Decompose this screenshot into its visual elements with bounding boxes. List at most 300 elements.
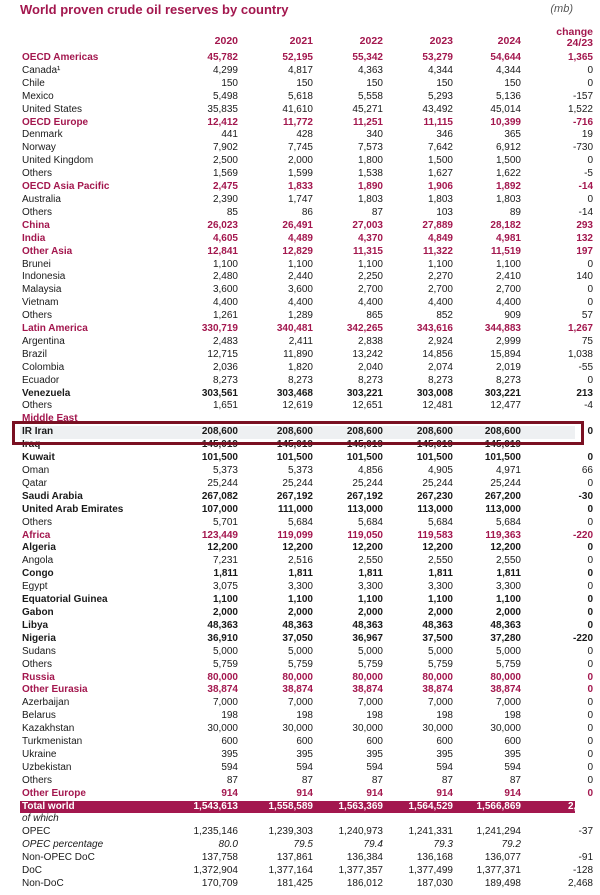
- row-label: Russia: [22, 671, 55, 683]
- cell-value: 37,050: [282, 632, 313, 644]
- cell-value: 395: [436, 748, 453, 760]
- table-row: [20, 335, 593, 349]
- cell-value: 11,315: [352, 245, 383, 257]
- row-label: Total world: [22, 800, 75, 812]
- cell-value: 5,684: [357, 516, 383, 528]
- cell-value: 87: [371, 206, 383, 218]
- cell-value: 208,600: [416, 426, 453, 438]
- cell-value: 5,000: [212, 645, 238, 657]
- cell-value: 87: [301, 774, 313, 786]
- cell-value: 344,883: [484, 323, 521, 335]
- table-row: [20, 374, 593, 388]
- row-label: of which: [22, 813, 59, 825]
- cell-value: 53,279: [422, 52, 453, 63]
- cell-change: -37: [578, 826, 593, 838]
- cell-value: 340,481: [276, 323, 313, 335]
- cell-value: 86: [301, 206, 313, 218]
- table-row: [20, 787, 593, 801]
- cell-value: 1,820: [287, 361, 313, 373]
- cell-value: 48,363: [352, 619, 383, 631]
- cell-change: 132: [576, 232, 593, 244]
- cell-change: 0: [587, 658, 593, 670]
- cell-value: 12,412: [207, 116, 238, 128]
- cell-change: 0: [587, 594, 593, 606]
- cell-value: 914: [504, 787, 521, 799]
- cell-value: 600: [296, 736, 313, 748]
- cell-value: 2,924: [427, 335, 453, 347]
- cell-value: 1,100: [212, 594, 238, 606]
- cell-value: 1,377,371: [476, 865, 521, 877]
- cell-value: 594: [221, 761, 238, 773]
- cell-value: 1,100: [287, 594, 313, 606]
- cell-value: 4,817: [287, 64, 313, 76]
- cell-value: 111,000: [277, 503, 313, 515]
- cell-value: 2,040: [357, 361, 383, 373]
- row-label: Ecuador: [22, 374, 60, 386]
- table-row: [20, 865, 593, 878]
- cell-value: 37,500: [422, 632, 453, 644]
- cell-value: 137,758: [201, 852, 238, 864]
- table-row: [20, 284, 593, 297]
- cell-value: 1,651: [212, 400, 238, 412]
- table-row: [20, 245, 593, 259]
- cell-value: 5,701: [212, 516, 238, 528]
- cell-change: 75: [581, 335, 593, 347]
- table-row: [20, 542, 593, 555]
- cell-value: 852: [436, 310, 453, 322]
- row-label: Ukraine: [22, 748, 57, 760]
- row-label: OPEC percentage: [22, 839, 104, 851]
- cell-value: 5,684: [427, 516, 453, 528]
- row-label: Non-DoC: [22, 878, 64, 889]
- cell-value: 1,627: [427, 168, 453, 180]
- cell-value: 1,906: [427, 181, 453, 193]
- cell-value: 5,373: [212, 465, 238, 476]
- cell-value: 5,373: [287, 465, 313, 476]
- cell-value: 48,363: [422, 619, 453, 631]
- cell-value: 7,000: [427, 697, 453, 709]
- cell-value: 909: [504, 310, 521, 322]
- cell-value: 5,498: [212, 90, 238, 102]
- cell-value: 38,874: [352, 684, 383, 696]
- row-label: Australia: [22, 193, 61, 205]
- cell-change: 0: [587, 787, 593, 799]
- cell-value: 303,468: [276, 387, 313, 399]
- row-label: Vietnam: [22, 297, 59, 309]
- cell-value: 1,241,331: [408, 826, 453, 838]
- cell-value: 594: [366, 761, 383, 773]
- cell-change: -220: [572, 529, 593, 541]
- cell-value: 103: [436, 206, 453, 218]
- column-header-2022: 2022: [359, 35, 383, 47]
- cell-change: 0: [587, 606, 593, 618]
- row-label: Other Europe: [22, 787, 86, 799]
- row-label: Brazil: [22, 348, 48, 360]
- row-label: India: [22, 232, 46, 244]
- cell-value: 87: [441, 774, 453, 786]
- cell-change: 0: [587, 645, 593, 657]
- cell-value: 2,250: [357, 271, 383, 283]
- cell-value: 5,759: [495, 658, 521, 670]
- cell-change: -14: [578, 206, 593, 218]
- column-header-change: [525, 27, 593, 49]
- row-label: United States: [22, 103, 83, 115]
- row-label: Colombia: [22, 361, 65, 373]
- table-row: [20, 671, 593, 685]
- cell-value: 45,782: [207, 52, 238, 63]
- cell-value: 1,811: [496, 568, 521, 580]
- cell-change: 0: [587, 477, 593, 489]
- row-label: OECD Americas: [22, 52, 99, 63]
- cell-value: 1,538: [357, 168, 383, 180]
- cell-change: 197: [576, 245, 593, 257]
- cell-value: 119,363: [485, 529, 521, 541]
- cell-value: 1,892: [495, 181, 521, 193]
- cell-value: 12,200: [207, 542, 238, 554]
- cell-value: 7,000: [287, 697, 313, 709]
- cell-value: 7,000: [212, 697, 238, 709]
- cell-value: 303,221: [484, 387, 521, 399]
- cell-value: 4,299: [212, 64, 238, 76]
- unit-label: (mb): [550, 3, 573, 15]
- cell-value: 30,000: [490, 723, 521, 735]
- cell-value: 267,192: [346, 490, 383, 502]
- cell-value: 7,231: [212, 555, 238, 567]
- cell-value: 107,000: [201, 503, 238, 515]
- cell-value: 4,400: [495, 297, 521, 309]
- cell-value: 5,000: [287, 645, 313, 657]
- cell-change: 0: [587, 581, 593, 593]
- cell-value: 150: [221, 77, 238, 89]
- table-row: [20, 400, 593, 413]
- cell-value: 137,861: [276, 852, 313, 864]
- cell-change: 57: [581, 310, 593, 322]
- table-row: [20, 697, 593, 710]
- cell-value: 27,003: [352, 219, 383, 231]
- cell-value: 8,273: [427, 374, 453, 386]
- cell-value: 4,971: [495, 465, 521, 476]
- row-label: Sudans: [22, 645, 56, 657]
- cell-value: 4,605: [212, 232, 238, 244]
- cell-value: 80,000: [282, 671, 313, 683]
- cell-change: -30: [578, 490, 593, 502]
- cell-value: 12,829: [282, 245, 313, 257]
- table-row: [20, 826, 593, 839]
- table-row: [20, 77, 593, 91]
- row-label: Kazakhstan: [22, 723, 75, 735]
- table-row: [20, 465, 593, 478]
- cell-change: -5: [584, 168, 593, 180]
- cell-value: 150: [436, 77, 453, 89]
- cell-value: 395: [366, 748, 383, 760]
- cell-change: 0: [587, 555, 593, 567]
- cell-value: 4,489: [287, 232, 313, 244]
- cell-value: 3,075: [212, 581, 238, 593]
- cell-value: 865: [366, 310, 383, 322]
- cell-change: 0: [587, 568, 593, 580]
- cell-value: 7,642: [427, 142, 453, 154]
- cell-value: 594: [296, 761, 313, 773]
- table-row: [20, 258, 593, 272]
- cell-value: 441: [221, 129, 238, 141]
- table-row: [20, 232, 593, 246]
- cell-value: 428: [296, 129, 313, 141]
- row-label: Egypt: [22, 581, 48, 593]
- cell-value: 27,889: [422, 219, 453, 231]
- cell-value: 15,894: [490, 348, 521, 360]
- cell-value: 35,835: [207, 103, 238, 115]
- table-row: [20, 142, 593, 155]
- table-row: [20, 581, 593, 594]
- cell-change: 213: [576, 387, 593, 399]
- row-label: Chile: [22, 77, 45, 89]
- table-row: [20, 323, 593, 336]
- cell-value: 1,377,164: [268, 865, 313, 877]
- cell-value: 145,019: [201, 439, 238, 451]
- table-row: [20, 103, 593, 117]
- cell-value: 8,273: [287, 374, 313, 386]
- cell-value: 38,874: [207, 684, 238, 696]
- cell-value: 11,115: [423, 116, 453, 128]
- table-row: [20, 206, 593, 220]
- change-header-line1: change: [556, 26, 593, 38]
- column-header-2020: 2020: [214, 35, 238, 47]
- cell-value: 3,600: [287, 284, 313, 296]
- cell-change: 1,038: [567, 348, 593, 360]
- cell-change: 0: [587, 774, 593, 786]
- cell-value: 330,719: [201, 323, 238, 335]
- cell-change: 293: [576, 219, 593, 231]
- cell-value: 1,289: [287, 310, 313, 322]
- table-row: [20, 52, 593, 65]
- cell-value: 1,800: [357, 155, 383, 167]
- row-label: Others: [22, 658, 53, 670]
- cell-change: 0: [587, 77, 593, 89]
- cell-value: 1,100: [495, 594, 521, 606]
- cell-change: 0: [587, 516, 593, 528]
- cell-value: 145,019: [416, 439, 453, 451]
- cell-change: 66: [581, 465, 593, 476]
- cell-value: 48,363: [282, 619, 313, 631]
- cell-value: 914: [436, 787, 453, 799]
- cell-change: 0: [587, 697, 593, 709]
- cell-change: 19: [581, 129, 593, 141]
- cell-value: 198: [221, 710, 238, 722]
- column-header-2023: 2023: [429, 35, 453, 47]
- row-label: Others: [22, 168, 53, 180]
- cell-value: 365: [504, 129, 521, 141]
- cell-change: -91: [578, 852, 593, 864]
- cell-value: 2,475: [212, 181, 238, 193]
- cell-value: 1,500: [427, 155, 453, 167]
- table-row: [20, 748, 593, 762]
- cell-value: 2,480: [212, 271, 238, 283]
- cell-change: 0: [587, 748, 593, 760]
- cell-value: 4,344: [427, 64, 453, 76]
- row-label: United Arab Emirates: [22, 503, 124, 515]
- cell-value: 36,910: [207, 632, 238, 644]
- cell-value: 11,251: [352, 116, 383, 128]
- cell-value: 7,000: [495, 697, 521, 709]
- cell-value: 52,195: [282, 52, 313, 63]
- cell-value: 1,558,589: [268, 800, 313, 812]
- cell-value: 6,912: [495, 142, 521, 154]
- cell-value: 914: [366, 787, 383, 799]
- cell-value: 12,477: [490, 400, 521, 412]
- cell-value: 113,000: [485, 503, 521, 515]
- cell-change: -4: [584, 400, 593, 412]
- row-label: Canada¹: [22, 64, 61, 76]
- row-label: Gabon: [22, 606, 54, 618]
- table-row: [20, 852, 593, 865]
- cell-value: 1,833: [287, 181, 313, 193]
- row-label: Azerbaijan: [22, 697, 70, 709]
- column-header-2021: 2021: [289, 35, 313, 47]
- cell-value: 340: [366, 129, 383, 141]
- cell-value: 7,573: [357, 142, 383, 154]
- cell-value: 12,481: [422, 400, 453, 412]
- row-label: Indonesia: [22, 271, 66, 283]
- table-row: [20, 800, 593, 814]
- cell-change: 1,365: [567, 52, 593, 63]
- cell-value: 136,168: [416, 852, 453, 864]
- cell-value: 1,811: [428, 568, 453, 580]
- cell-value: 4,905: [427, 465, 453, 476]
- table-row: [20, 774, 593, 788]
- cell-value: 13,242: [352, 348, 383, 360]
- cell-value: 267,192: [276, 490, 313, 502]
- cell-value: 8,273: [212, 374, 238, 386]
- row-label: Belarus: [22, 710, 56, 722]
- cell-value: 2,000: [287, 155, 313, 167]
- cell-value: 7,745: [287, 142, 313, 154]
- table-title: World proven crude oil reserves by country: [20, 2, 289, 17]
- cell-value: 87: [226, 774, 238, 786]
- cell-value: 37,280: [490, 632, 521, 644]
- cell-value: 1,377,499: [408, 865, 453, 877]
- table-row: [20, 116, 593, 130]
- table-row: [20, 490, 593, 504]
- table-row: [20, 503, 593, 517]
- cell-value: 48,363: [490, 619, 521, 631]
- row-label: Latin America: [22, 323, 88, 335]
- row-label: Middle East: [22, 413, 78, 425]
- cell-value: 1,599: [287, 168, 313, 180]
- cell-value: 80,000: [422, 671, 453, 683]
- table-row: [20, 90, 593, 104]
- cell-value: 187,030: [416, 878, 453, 889]
- cell-value: 1,372,904: [193, 865, 238, 877]
- cell-value: 395: [504, 748, 521, 760]
- cell-value: 4,981: [495, 232, 521, 244]
- row-label: Others: [22, 516, 53, 528]
- cell-value: 594: [504, 761, 521, 773]
- cell-value: 1,569: [212, 168, 238, 180]
- cell-value: 395: [296, 748, 313, 760]
- table-row: [20, 645, 593, 659]
- cell-value: 26,491: [282, 219, 313, 231]
- cell-change: -128: [572, 865, 593, 877]
- cell-value: 2,999: [495, 335, 521, 347]
- cell-value: 2,074: [427, 361, 453, 373]
- cell-value: 1,811: [358, 568, 383, 580]
- table-row: [20, 878, 593, 891]
- table-row: [20, 297, 593, 310]
- cell-value: 5,293: [427, 90, 453, 102]
- cell-value: 145,019: [276, 439, 313, 451]
- row-label: Uzbekistan: [22, 761, 72, 773]
- cell-value: 14,856: [422, 348, 453, 360]
- row-label: Nigeria: [22, 632, 56, 644]
- cell-value: 2,550: [427, 555, 453, 567]
- cell-value: 1,100: [287, 258, 313, 270]
- cell-value: 2,483: [212, 335, 238, 347]
- cell-value: 8,273: [357, 374, 383, 386]
- cell-value: 208,600: [484, 426, 521, 438]
- cell-value: 600: [504, 736, 521, 748]
- row-label: Others: [22, 206, 53, 218]
- cell-value: 85: [226, 206, 238, 218]
- row-label: OECD Asia Pacific: [22, 181, 110, 193]
- cell-change: -716: [572, 116, 593, 128]
- cell-value: 208,600: [276, 426, 313, 438]
- cell-value: 79.3: [433, 839, 453, 851]
- cell-change: 0: [587, 761, 593, 773]
- row-label: Turkmenistan: [22, 736, 83, 748]
- cell-value: 5,759: [287, 658, 313, 670]
- table-row: [20, 839, 575, 852]
- cell-value: 25,244: [282, 477, 313, 489]
- row-label: Qatar: [22, 477, 48, 489]
- cell-value: 4,856: [357, 465, 383, 476]
- cell-value: 2,838: [357, 335, 383, 347]
- cell-value: 4,370: [357, 232, 383, 244]
- cell-value: 1,564,529: [408, 800, 453, 812]
- cell-value: 136,077: [484, 852, 521, 864]
- cell-change: 0: [587, 503, 593, 515]
- cell-value: 5,000: [357, 645, 383, 657]
- cell-value: 54,644: [490, 52, 521, 63]
- cell-value: 7,902: [212, 142, 238, 154]
- cell-change: 1,522: [567, 103, 593, 115]
- cell-value: 600: [366, 736, 383, 748]
- row-label: Equatorial Guinea: [22, 594, 108, 606]
- cell-value: 55,342: [352, 52, 383, 63]
- cell-value: 1,803: [427, 193, 453, 205]
- cell-value: 4,400: [212, 297, 238, 309]
- cell-change: 0: [587, 64, 593, 76]
- cell-change: 0: [587, 671, 593, 683]
- cell-change: 0: [587, 155, 593, 167]
- cell-change: -220: [572, 632, 593, 644]
- cell-value: 4,400: [287, 297, 313, 309]
- cell-value: 2,270: [427, 271, 453, 283]
- table-row: [20, 129, 593, 142]
- cell-change: 0: [587, 736, 593, 748]
- table-row: [20, 168, 593, 181]
- cell-value: 41,610: [282, 103, 313, 115]
- table-row: [20, 555, 593, 568]
- cell-value: 1,803: [357, 193, 383, 205]
- table-row: [20, 619, 593, 633]
- cell-value: 25,244: [352, 477, 383, 489]
- cell-value: 11,322: [422, 245, 453, 257]
- cell-value: 80.0: [218, 839, 238, 851]
- cell-value: 119,099: [277, 529, 313, 541]
- cell-value: 30,000: [422, 723, 453, 735]
- table-row: [20, 477, 593, 491]
- cell-value: 303,221: [346, 387, 383, 399]
